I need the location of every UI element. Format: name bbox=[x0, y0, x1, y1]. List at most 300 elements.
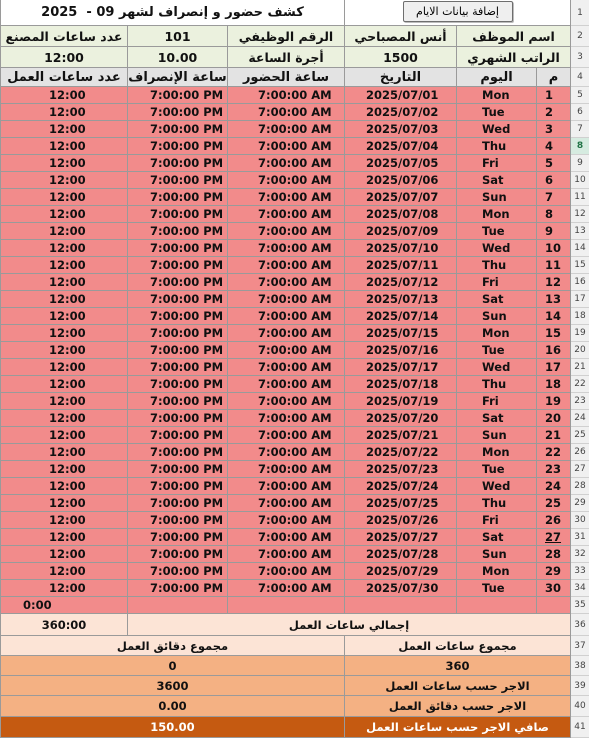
day-cell[interactable]: Thu bbox=[457, 376, 537, 393]
day-cell[interactable]: Thu bbox=[457, 138, 537, 155]
day-cell[interactable]: Thu bbox=[457, 257, 537, 274]
day-cell[interactable]: Mon bbox=[457, 325, 537, 342]
table-row bbox=[1, 410, 571, 427]
day-cell[interactable]: Wed bbox=[457, 240, 537, 257]
row-number-cell[interactable]: 14 bbox=[537, 308, 571, 325]
day-cell[interactable]: Mon bbox=[457, 87, 537, 104]
in-time-cell[interactable]: 7:00:00 AM bbox=[228, 546, 345, 563]
row-header[interactable]: 18 bbox=[571, 308, 589, 325]
extra-row-cell[interactable] bbox=[128, 597, 228, 614]
table-row bbox=[1, 359, 571, 376]
day-cell[interactable]: Mon bbox=[457, 206, 537, 223]
in-time-cell[interactable]: 7:00:00 AM bbox=[228, 461, 345, 478]
wage-by-minutes-label[interactable]: الاجر حسب دقائق العمل bbox=[345, 696, 571, 717]
row-header[interactable]: 31 bbox=[571, 529, 589, 546]
row-header[interactable]: 21 bbox=[571, 359, 589, 376]
day-cell[interactable]: Fri bbox=[457, 393, 537, 410]
row-number-cell[interactable]: 7 bbox=[537, 189, 571, 206]
row-number-cell[interactable]: 4 bbox=[537, 138, 571, 155]
out-time-cell[interactable]: 7:00:00 PM bbox=[128, 461, 228, 478]
row-header[interactable]: 4 bbox=[571, 68, 589, 87]
day-cell[interactable]: Sun bbox=[457, 546, 537, 563]
table-row bbox=[1, 325, 571, 342]
out-time-cell[interactable]: 7:00:00 PM bbox=[128, 342, 228, 359]
hours-cell[interactable]: 12:00 bbox=[1, 393, 128, 410]
hours-cell[interactable]: 12:00 bbox=[1, 376, 128, 393]
out-time-cell[interactable]: 7:00:00 PM bbox=[128, 563, 228, 580]
table-row bbox=[1, 274, 571, 291]
factory-hours-value[interactable]: 12:00 bbox=[1, 47, 128, 68]
employee-name-value[interactable]: أنس المصباحي bbox=[345, 26, 457, 47]
employee-name-label[interactable]: اسم الموظف bbox=[457, 26, 571, 47]
out-time-cell[interactable]: 7:00:00 PM bbox=[128, 223, 228, 240]
date-cell[interactable]: 2025/07/08 bbox=[345, 206, 457, 223]
day-cell[interactable]: Wed bbox=[457, 121, 537, 138]
hours-cell[interactable]: 12:00 bbox=[1, 342, 128, 359]
date-cell[interactable]: 2025/07/06 bbox=[345, 172, 457, 189]
table-row bbox=[1, 546, 571, 563]
sum-minutes-value[interactable]: 0 bbox=[1, 656, 345, 676]
row-header[interactable]: 2 bbox=[571, 26, 589, 47]
date-cell[interactable]: 2025/07/04 bbox=[345, 138, 457, 155]
hours-cell[interactable]: 12:00 bbox=[1, 359, 128, 376]
date-cell[interactable]: 2025/07/10 bbox=[345, 240, 457, 257]
row-header[interactable]: 33 bbox=[571, 563, 589, 580]
hours-cell[interactable]: 12:00 bbox=[1, 155, 128, 172]
out-time-cell[interactable]: 7:00:00 PM bbox=[128, 257, 228, 274]
date-cell[interactable]: 2025/07/24 bbox=[345, 478, 457, 495]
row-header[interactable]: 16 bbox=[571, 274, 589, 291]
wage-by-hours-label[interactable]: الاجر حسب ساعات العمل bbox=[345, 676, 571, 696]
hours-cell[interactable]: 12:00 bbox=[1, 427, 128, 444]
row-header[interactable]: 5 bbox=[571, 87, 589, 104]
hours-cell[interactable]: 12:00 bbox=[1, 512, 128, 529]
extra-row-cell[interactable] bbox=[345, 597, 457, 614]
in-time-cell[interactable]: 7:00:00 AM bbox=[228, 155, 345, 172]
table-row bbox=[1, 495, 571, 512]
in-time-cell[interactable]: 7:00:00 AM bbox=[228, 376, 345, 393]
in-time-cell[interactable]: 7:00:00 AM bbox=[228, 529, 345, 546]
row-number-cell[interactable]: 26 bbox=[537, 512, 571, 529]
out-time-cell[interactable]: 7:00:00 PM bbox=[128, 291, 228, 308]
date-cell[interactable]: 2025/07/12 bbox=[345, 274, 457, 291]
out-time-cell[interactable]: 7:00:00 PM bbox=[128, 376, 228, 393]
hours-cell[interactable]: 12:00 bbox=[1, 257, 128, 274]
row-header[interactable]: 37 bbox=[571, 636, 589, 656]
in-time-cell[interactable]: 7:00:00 AM bbox=[228, 444, 345, 461]
date-cell[interactable]: 2025/07/16 bbox=[345, 342, 457, 359]
in-time-cell[interactable]: 7:00:00 AM bbox=[228, 87, 345, 104]
hours-cell[interactable]: 12:00 bbox=[1, 291, 128, 308]
out-time-cell[interactable]: 7:00:00 PM bbox=[128, 359, 228, 376]
row-header[interactable]: 39 bbox=[571, 676, 589, 696]
in-time-cell[interactable]: 7:00:00 AM bbox=[228, 104, 345, 121]
in-time-cell[interactable]: 7:00:00 AM bbox=[228, 257, 345, 274]
in-time-cell[interactable]: 7:00:00 AM bbox=[228, 240, 345, 257]
employee-id-value[interactable]: 101 bbox=[128, 26, 228, 47]
table-row bbox=[1, 393, 571, 410]
wage-by-hours-value[interactable]: 3600 bbox=[1, 676, 345, 696]
day-cell[interactable]: Sun bbox=[457, 189, 537, 206]
day-cell[interactable]: Sat bbox=[457, 410, 537, 427]
in-time-cell[interactable]: 7:00:00 AM bbox=[228, 563, 345, 580]
in-time-cell[interactable]: 7:00:00 AM bbox=[228, 478, 345, 495]
out-time-cell[interactable]: 7:00:00 PM bbox=[128, 393, 228, 410]
row-header[interactable]: 9 bbox=[571, 155, 589, 172]
title-text: كشف حضور و إنصراف لشهر bbox=[118, 5, 304, 20]
out-time-cell[interactable]: 7:00:00 PM bbox=[128, 121, 228, 138]
row-number-cell[interactable]: 24 bbox=[537, 478, 571, 495]
employee-id-label[interactable]: الرقم الوظيفي bbox=[228, 26, 345, 47]
in-time-cell[interactable]: 7:00:00 AM bbox=[228, 495, 345, 512]
sum-minutes-label[interactable]: مجموع دقائق العمل bbox=[1, 636, 345, 656]
row-header[interactable]: 30 bbox=[571, 512, 589, 529]
row-header[interactable]: 12 bbox=[571, 206, 589, 223]
day-cell[interactable]: Tue bbox=[457, 104, 537, 121]
day-cell[interactable]: Mon bbox=[457, 444, 537, 461]
table-row bbox=[1, 257, 571, 274]
extra-row-hours[interactable]: 0:00 bbox=[1, 597, 128, 614]
table-row bbox=[1, 308, 571, 325]
date-cell[interactable]: 2025/07/17 bbox=[345, 359, 457, 376]
table-row bbox=[1, 104, 571, 121]
col-header-day[interactable]: اليوم bbox=[457, 68, 537, 87]
out-time-cell[interactable]: 7:00:00 PM bbox=[128, 478, 228, 495]
date-cell[interactable]: 2025/07/22 bbox=[345, 444, 457, 461]
date-cell[interactable]: 2025/07/07 bbox=[345, 189, 457, 206]
row-header[interactable]: 29 bbox=[571, 495, 589, 512]
out-time-cell[interactable]: 7:00:00 PM bbox=[128, 495, 228, 512]
hours-cell[interactable]: 12:00 bbox=[1, 274, 128, 291]
sum-hours-label[interactable]: مجموع ساعات العمل bbox=[345, 636, 571, 656]
col-header-hours[interactable]: عدد ساعات العمل bbox=[1, 68, 128, 87]
row-number-cell[interactable]: 21 bbox=[537, 427, 571, 444]
day-cell[interactable]: Tue bbox=[457, 223, 537, 240]
row-number-gutter bbox=[571, 0, 589, 738]
in-time-cell[interactable]: 7:00:00 AM bbox=[228, 206, 345, 223]
row-header[interactable]: 1 bbox=[571, 0, 589, 26]
date-cell[interactable]: 2025/07/27 bbox=[345, 529, 457, 546]
hours-cell[interactable]: 12:00 bbox=[1, 223, 128, 240]
date-cell[interactable]: 2025/07/03 bbox=[345, 121, 457, 138]
hours-cell[interactable]: 12:00 bbox=[1, 563, 128, 580]
column-header-row bbox=[1, 68, 571, 87]
row-header[interactable]: 15 bbox=[571, 257, 589, 274]
hours-cell[interactable]: 12:00 bbox=[1, 240, 128, 257]
extra-row bbox=[1, 597, 571, 614]
row-number-cell[interactable]: 25 bbox=[537, 495, 571, 512]
hours-cell[interactable]: 12:00 bbox=[1, 121, 128, 138]
date-cell[interactable]: 2025/07/09 bbox=[345, 223, 457, 240]
row-header[interactable]: 26 bbox=[571, 444, 589, 461]
row-header[interactable]: 34 bbox=[571, 580, 589, 597]
row-header[interactable]: 25 bbox=[571, 427, 589, 444]
row-number-cell[interactable]: 27 bbox=[537, 529, 571, 546]
salary-value[interactable]: 1500 bbox=[345, 47, 457, 68]
row-number-cell[interactable]: 16 bbox=[537, 342, 571, 359]
row-header[interactable]: 35 bbox=[571, 597, 589, 614]
in-time-cell[interactable]: 7:00:00 AM bbox=[228, 172, 345, 189]
row-number-cell[interactable]: 1 bbox=[537, 87, 571, 104]
date-cell[interactable]: 2025/07/05 bbox=[345, 155, 457, 172]
row-number-cell[interactable]: 5 bbox=[537, 155, 571, 172]
in-time-cell[interactable]: 7:00:00 AM bbox=[228, 138, 345, 155]
row-header[interactable]: 8 bbox=[571, 138, 589, 155]
hourly-rate-value[interactable]: 10.00 bbox=[128, 47, 228, 68]
hours-cell[interactable]: 12:00 bbox=[1, 580, 128, 597]
net-wage-row bbox=[1, 717, 571, 738]
row-number-cell[interactable]: 2 bbox=[537, 104, 571, 121]
in-time-cell[interactable]: 7:00:00 AM bbox=[228, 512, 345, 529]
day-cell[interactable]: Fri bbox=[457, 274, 537, 291]
date-cell[interactable]: 2025/07/11 bbox=[345, 257, 457, 274]
hours-cell[interactable]: 12:00 bbox=[1, 104, 128, 121]
hours-cell[interactable]: 12:00 bbox=[1, 444, 128, 461]
row-number-cell[interactable]: 11 bbox=[537, 257, 571, 274]
table-row bbox=[1, 512, 571, 529]
table-row bbox=[1, 478, 571, 495]
in-time-cell[interactable]: 7:00:00 AM bbox=[228, 410, 345, 427]
row-header[interactable]: 40 bbox=[571, 696, 589, 717]
day-cell[interactable]: Thu bbox=[457, 495, 537, 512]
in-time-cell[interactable]: 7:00:00 AM bbox=[228, 189, 345, 206]
hours-cell[interactable]: 12:00 bbox=[1, 138, 128, 155]
row-header[interactable]: 11 bbox=[571, 189, 589, 206]
table-row bbox=[1, 563, 571, 580]
hourly-rate-label[interactable]: أجرة الساعة bbox=[228, 47, 345, 68]
out-time-cell[interactable]: 7:00:00 PM bbox=[128, 240, 228, 257]
extra-row-cell[interactable] bbox=[228, 597, 345, 614]
table-row bbox=[1, 138, 571, 155]
table-row bbox=[1, 342, 571, 359]
row-header[interactable]: 6 bbox=[571, 104, 589, 121]
row-number-cell[interactable]: 30 bbox=[537, 580, 571, 597]
row-header[interactable]: 19 bbox=[571, 325, 589, 342]
title-year: 2025 bbox=[41, 5, 78, 20]
col-header-in[interactable]: ساعة الحضور bbox=[228, 68, 345, 87]
in-time-cell[interactable]: 7:00:00 AM bbox=[228, 393, 345, 410]
col-header-num[interactable]: م bbox=[537, 68, 571, 87]
table-row bbox=[1, 172, 571, 189]
hours-cell[interactable]: 12:00 bbox=[1, 461, 128, 478]
in-time-cell[interactable]: 7:00:00 AM bbox=[228, 291, 345, 308]
out-time-cell[interactable]: 7:00:00 PM bbox=[128, 325, 228, 342]
out-time-cell[interactable]: 7:00:00 PM bbox=[128, 580, 228, 597]
hours-cell[interactable]: 12:00 bbox=[1, 189, 128, 206]
row-number-cell[interactable]: 9 bbox=[537, 223, 571, 240]
out-time-cell[interactable]: 7:00:00 PM bbox=[128, 206, 228, 223]
hours-cell[interactable]: 12:00 bbox=[1, 410, 128, 427]
net-wage-label[interactable]: صافي الاجر حسب ساعات العمل bbox=[345, 717, 571, 738]
row-header[interactable]: 7 bbox=[571, 121, 589, 138]
hours-cell[interactable]: 12:00 bbox=[1, 546, 128, 563]
in-time-cell[interactable]: 7:00:00 AM bbox=[228, 359, 345, 376]
row-header[interactable]: 14 bbox=[571, 240, 589, 257]
info-row-2 bbox=[1, 47, 571, 68]
wage-hours-row bbox=[1, 676, 571, 696]
day-cell[interactable]: Mon bbox=[457, 563, 537, 580]
in-time-cell[interactable]: 7:00:00 AM bbox=[228, 308, 345, 325]
table-row bbox=[1, 580, 571, 597]
date-cell[interactable]: 2025/07/29 bbox=[345, 563, 457, 580]
title-row bbox=[1, 0, 571, 26]
in-time-cell[interactable]: 7:00:00 AM bbox=[228, 580, 345, 597]
in-time-cell[interactable]: 7:00:00 AM bbox=[228, 223, 345, 240]
day-cell[interactable]: Fri bbox=[457, 512, 537, 529]
out-time-cell[interactable]: 7:00:00 PM bbox=[128, 104, 228, 121]
in-time-cell[interactable]: 7:00:00 AM bbox=[228, 325, 345, 342]
extra-row-cell[interactable] bbox=[537, 597, 571, 614]
day-cell[interactable]: Sat bbox=[457, 529, 537, 546]
row-number-cell[interactable]: 10 bbox=[537, 240, 571, 257]
day-cell[interactable]: Fri bbox=[457, 155, 537, 172]
table-row bbox=[1, 206, 571, 223]
date-cell[interactable]: 2025/07/21 bbox=[345, 427, 457, 444]
date-cell[interactable]: 2025/07/01 bbox=[345, 87, 457, 104]
day-cell[interactable]: Sat bbox=[457, 172, 537, 189]
button-cell bbox=[345, 0, 571, 26]
row-number-cell[interactable]: 19 bbox=[537, 393, 571, 410]
date-cell[interactable]: 2025/07/25 bbox=[345, 495, 457, 512]
factory-hours-label[interactable]: عدد ساعات المصنع bbox=[1, 26, 128, 47]
table-row bbox=[1, 529, 571, 546]
row-header[interactable]: 10 bbox=[571, 172, 589, 189]
table-row bbox=[1, 155, 571, 172]
row-header[interactable]: 23 bbox=[571, 393, 589, 410]
in-time-cell[interactable]: 7:00:00 AM bbox=[228, 274, 345, 291]
date-cell[interactable]: 2025/07/14 bbox=[345, 308, 457, 325]
row-header[interactable]: 28 bbox=[571, 478, 589, 495]
hours-cell[interactable]: 12:00 bbox=[1, 325, 128, 342]
out-time-cell[interactable]: 7:00:00 PM bbox=[128, 308, 228, 325]
total-hours-value[interactable]: 360:00 bbox=[1, 614, 128, 636]
day-cell[interactable]: Wed bbox=[457, 478, 537, 495]
out-time-cell[interactable]: 7:00:00 PM bbox=[128, 87, 228, 104]
table-row bbox=[1, 427, 571, 444]
row-number-cell[interactable]: 20 bbox=[537, 410, 571, 427]
out-time-cell[interactable]: 7:00:00 PM bbox=[128, 546, 228, 563]
day-cell[interactable]: Tue bbox=[457, 461, 537, 478]
row-header[interactable]: 13 bbox=[571, 223, 589, 240]
row-number-cell[interactable]: 6 bbox=[537, 172, 571, 189]
title-month: 09 bbox=[96, 5, 115, 20]
date-cell[interactable]: 2025/07/28 bbox=[345, 546, 457, 563]
extra-row-cell[interactable] bbox=[457, 597, 537, 614]
date-cell[interactable]: 2025/07/20 bbox=[345, 410, 457, 427]
row-number-cell[interactable]: 15 bbox=[537, 325, 571, 342]
hours-cell[interactable]: 12:00 bbox=[1, 308, 128, 325]
table-row bbox=[1, 87, 571, 104]
table-row bbox=[1, 291, 571, 308]
out-time-cell[interactable]: 7:00:00 PM bbox=[128, 155, 228, 172]
table-row bbox=[1, 444, 571, 461]
row-number-cell[interactable]: 17 bbox=[537, 359, 571, 376]
out-time-cell[interactable]: 7:00:00 PM bbox=[128, 529, 228, 546]
in-time-cell[interactable]: 7:00:00 AM bbox=[228, 342, 345, 359]
hours-cell[interactable]: 12:00 bbox=[1, 495, 128, 512]
wage-by-minutes-value[interactable]: 0.00 bbox=[1, 696, 345, 717]
day-cell[interactable]: Tue bbox=[457, 342, 537, 359]
date-cell[interactable]: 2025/07/26 bbox=[345, 512, 457, 529]
out-time-cell[interactable]: 7:00:00 PM bbox=[128, 444, 228, 461]
hours-cell[interactable]: 12:00 bbox=[1, 478, 128, 495]
table-row bbox=[1, 240, 571, 257]
table-row bbox=[1, 223, 571, 240]
date-cell[interactable]: 2025/07/23 bbox=[345, 461, 457, 478]
day-cell[interactable]: Sat bbox=[457, 291, 537, 308]
day-cell[interactable]: Tue bbox=[457, 580, 537, 597]
row-header[interactable]: 36 bbox=[571, 614, 589, 636]
row-number-cell[interactable]: 22 bbox=[537, 444, 571, 461]
sheet-title[interactable] bbox=[1, 0, 345, 26]
row-header[interactable]: 38 bbox=[571, 656, 589, 676]
out-time-cell[interactable]: 7:00:00 PM bbox=[128, 189, 228, 206]
wage-minutes-row bbox=[1, 696, 571, 717]
salary-label[interactable]: الراتب الشهري bbox=[457, 47, 571, 68]
in-time-cell[interactable]: 7:00:00 AM bbox=[228, 121, 345, 138]
hours-cell[interactable]: 12:00 bbox=[1, 206, 128, 223]
total-hours-label[interactable]: إجمالي ساعات العمل bbox=[128, 614, 571, 636]
row-number-cell[interactable]: 18 bbox=[537, 376, 571, 393]
row-header[interactable]: 32 bbox=[571, 546, 589, 563]
row-header[interactable]: 17 bbox=[571, 291, 589, 308]
col-header-out[interactable]: ساعة الإنصراف bbox=[128, 68, 228, 87]
table-row bbox=[1, 121, 571, 138]
row-number-cell[interactable]: 3 bbox=[537, 121, 571, 138]
date-cell[interactable]: 2025/07/18 bbox=[345, 376, 457, 393]
sum-values-row bbox=[1, 656, 571, 676]
data-rows bbox=[1, 87, 571, 597]
in-time-cell[interactable]: 7:00:00 AM bbox=[228, 427, 345, 444]
row-number-cell[interactable]: 13 bbox=[537, 291, 571, 308]
out-time-cell[interactable]: 7:00:00 PM bbox=[128, 512, 228, 529]
row-header[interactable]: 41 bbox=[571, 717, 589, 738]
row-header[interactable]: 24 bbox=[571, 410, 589, 427]
row-number-cell[interactable]: 23 bbox=[537, 461, 571, 478]
row-number-cell[interactable]: 29 bbox=[537, 563, 571, 580]
row-number-cell[interactable]: 28 bbox=[537, 546, 571, 563]
total-hours-row bbox=[1, 614, 571, 636]
day-cell[interactable]: Sun bbox=[457, 427, 537, 444]
hours-cell[interactable]: 12:00 bbox=[1, 87, 128, 104]
row-header[interactable]: 27 bbox=[571, 461, 589, 478]
date-cell[interactable]: 2025/07/13 bbox=[345, 291, 457, 308]
hours-cell[interactable]: 12:00 bbox=[1, 172, 128, 189]
table-row bbox=[1, 189, 571, 206]
date-cell[interactable]: 2025/07/15 bbox=[345, 325, 457, 342]
col-header-date[interactable]: التاريخ bbox=[345, 68, 457, 87]
row-header[interactable]: 22 bbox=[571, 376, 589, 393]
date-cell[interactable]: 2025/07/30 bbox=[345, 580, 457, 597]
sum-hours-value[interactable]: 360 bbox=[345, 656, 571, 676]
out-time-cell[interactable]: 7:00:00 PM bbox=[128, 410, 228, 427]
add-days-button[interactable]: إضافة بيانات الايام bbox=[403, 1, 513, 22]
row-header[interactable]: 3 bbox=[571, 47, 589, 68]
date-cell[interactable]: 2025/07/02 bbox=[345, 104, 457, 121]
day-cell[interactable]: Sun bbox=[457, 308, 537, 325]
date-cell[interactable]: 2025/07/19 bbox=[345, 393, 457, 410]
row-header[interactable]: 20 bbox=[571, 342, 589, 359]
out-time-cell[interactable]: 7:00:00 PM bbox=[128, 427, 228, 444]
hours-cell[interactable]: 12:00 bbox=[1, 529, 128, 546]
out-time-cell[interactable]: 7:00:00 PM bbox=[128, 172, 228, 189]
out-time-cell[interactable]: 7:00:00 PM bbox=[128, 274, 228, 291]
net-wage-value[interactable]: 150.00 bbox=[1, 717, 345, 738]
row-number-cell[interactable]: 12 bbox=[537, 274, 571, 291]
day-cell[interactable]: Wed bbox=[457, 359, 537, 376]
row-number-cell[interactable]: 8 bbox=[537, 206, 571, 223]
out-time-cell[interactable]: 7:00:00 PM bbox=[128, 138, 228, 155]
